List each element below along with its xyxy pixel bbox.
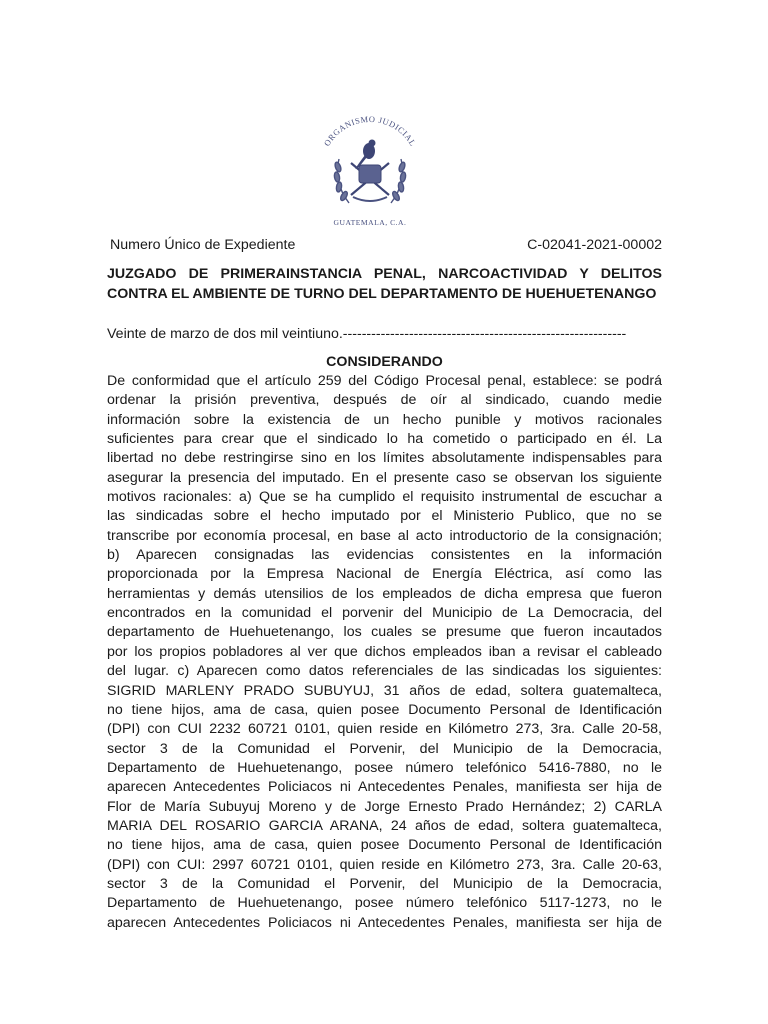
body-line: Departamento de Huehuetenango, posee número telefónico 5416-7880, no le	[107, 759, 662, 776]
body-line: De conformidad que el artículo 259 del Código Procesal penal, establece: se podrá	[107, 373, 662, 389]
body-line: Flor de María Subuyuj Moreno y de Jorge Ernesto Prado Hernández; 2) CARLA	[107, 798, 662, 815]
body-line: herramientas y demás utensilios de los empleados de dicha empresa que fueron	[107, 585, 662, 602]
expediente-label: Numero Único de Expediente	[110, 237, 296, 253]
date-line: Veinte de marzo de dos mil veintiuno.------------------------------------------------------------	[107, 326, 627, 342]
body-line: no tiene hijos, ama de casa, quien posee Documento Personal de Identificación	[107, 701, 662, 718]
body-line: información sobre la existencia de un hecho punible y motivos racionales	[107, 411, 662, 428]
body-line: encontrados en la comunidad el porvenir del Municipio de La Democracia, del	[107, 605, 662, 622]
body-line: las sindicadas sobre el hecho imputado por el Ministerio Publico, que no se	[107, 508, 662, 525]
body-line: no tiene hijos, ama de casa, quien posee Documento Personal de Identificación	[107, 837, 662, 854]
body-line: Departamento de Huehuetenango, posee número telefónico 5117-1273, no le	[107, 895, 662, 912]
body-line: departamento de Huehuetenango, los cuales se presume que fueron incautados	[107, 624, 662, 641]
body-line: (DPI) con CUI: 2997 60721 0101, quien reside en Kilómetro 273, 3ra. Calle 20-63,	[107, 856, 662, 873]
body-line: (DPI) con CUI 2232 60721 0101, quien reside en Kilómetro 273, 3ra. Calle 20-58,	[107, 721, 662, 738]
section-heading: CONSIDERANDO	[326, 354, 443, 370]
body-paragraph	[107, 372, 662, 933]
body-line: aparecen Antecedentes Policiacos ni Antecedentes Penales, manifiesta ser hija de	[107, 914, 662, 931]
organismo-judicial-seal	[309, 107, 431, 231]
body-line: del lugar. c) Aparecen como datos referenciales de las sindicadas los siguientes:	[107, 663, 662, 680]
expediente-row	[110, 236, 662, 254]
body-line: libertad no debe restringirse sino en los límites absolutamente indispensables para	[107, 450, 662, 467]
body-line: aparecen Antecedentes Policiacos ni Antecedentes Penales, manifiesta ser hija de	[107, 779, 662, 796]
body-line: b) Aparecen consignadas las evidencias consistentes en la información	[107, 547, 662, 564]
court-name: JUZGADO DE PRIMERAINSTANCIA PENAL, NARCOACTIVIDAD Y DELITOS CONTRA EL AMBIENTE DE TURNO DEL DEPARTAMENTO DE HUEHUETENANGO	[107, 266, 662, 302]
expediente-number: C-02041-2021-00002	[527, 237, 662, 253]
body-line: MARIA DEL ROSARIO GARCIA ARANA, 24 años de edad, soltera guatemalteca,	[107, 817, 662, 834]
body-line: asegurar la presencia del imputado. En el presente caso se observan los siguiente	[107, 469, 662, 486]
seal-emblem-icon	[309, 107, 431, 231]
seal-bottom-text: GUATEMALA, C.A.	[333, 218, 407, 227]
body-line: ordenar la prisión preventiva, después de oír al sindicado, cuando medie	[107, 392, 662, 409]
body-line: transcribe por economía procesal, en base al acto introductorio de la consignación;	[107, 527, 662, 544]
body-line: sector 3 de la Comunidad el Porvenir, del Municipio de la Democracia,	[107, 740, 662, 757]
body-line: suficientes para crear que el sindicado lo ha cometido o participado en él. La	[107, 431, 662, 448]
body-line: SIGRID MARLENY PRADO SUBUYUJ, 31 años de edad, soltera guatemalteca,	[107, 682, 662, 699]
seal-arc-text: ORGANISMO JUDICIAL	[322, 114, 418, 148]
body-line: motivos racionales: a) Que se ha cumplido el requisito instrumental de escuchar a	[107, 489, 662, 506]
body-line: proporcionada por la Empresa Nacional de Energía Eléctrica, así como las	[107, 566, 662, 583]
body-line: por los propios pobladores al ver que dichos empleados iban a revisar el cableado	[107, 643, 662, 660]
body-line: sector 3 de la Comunidad el Porvenir, del Municipio de la Democracia,	[107, 875, 662, 892]
